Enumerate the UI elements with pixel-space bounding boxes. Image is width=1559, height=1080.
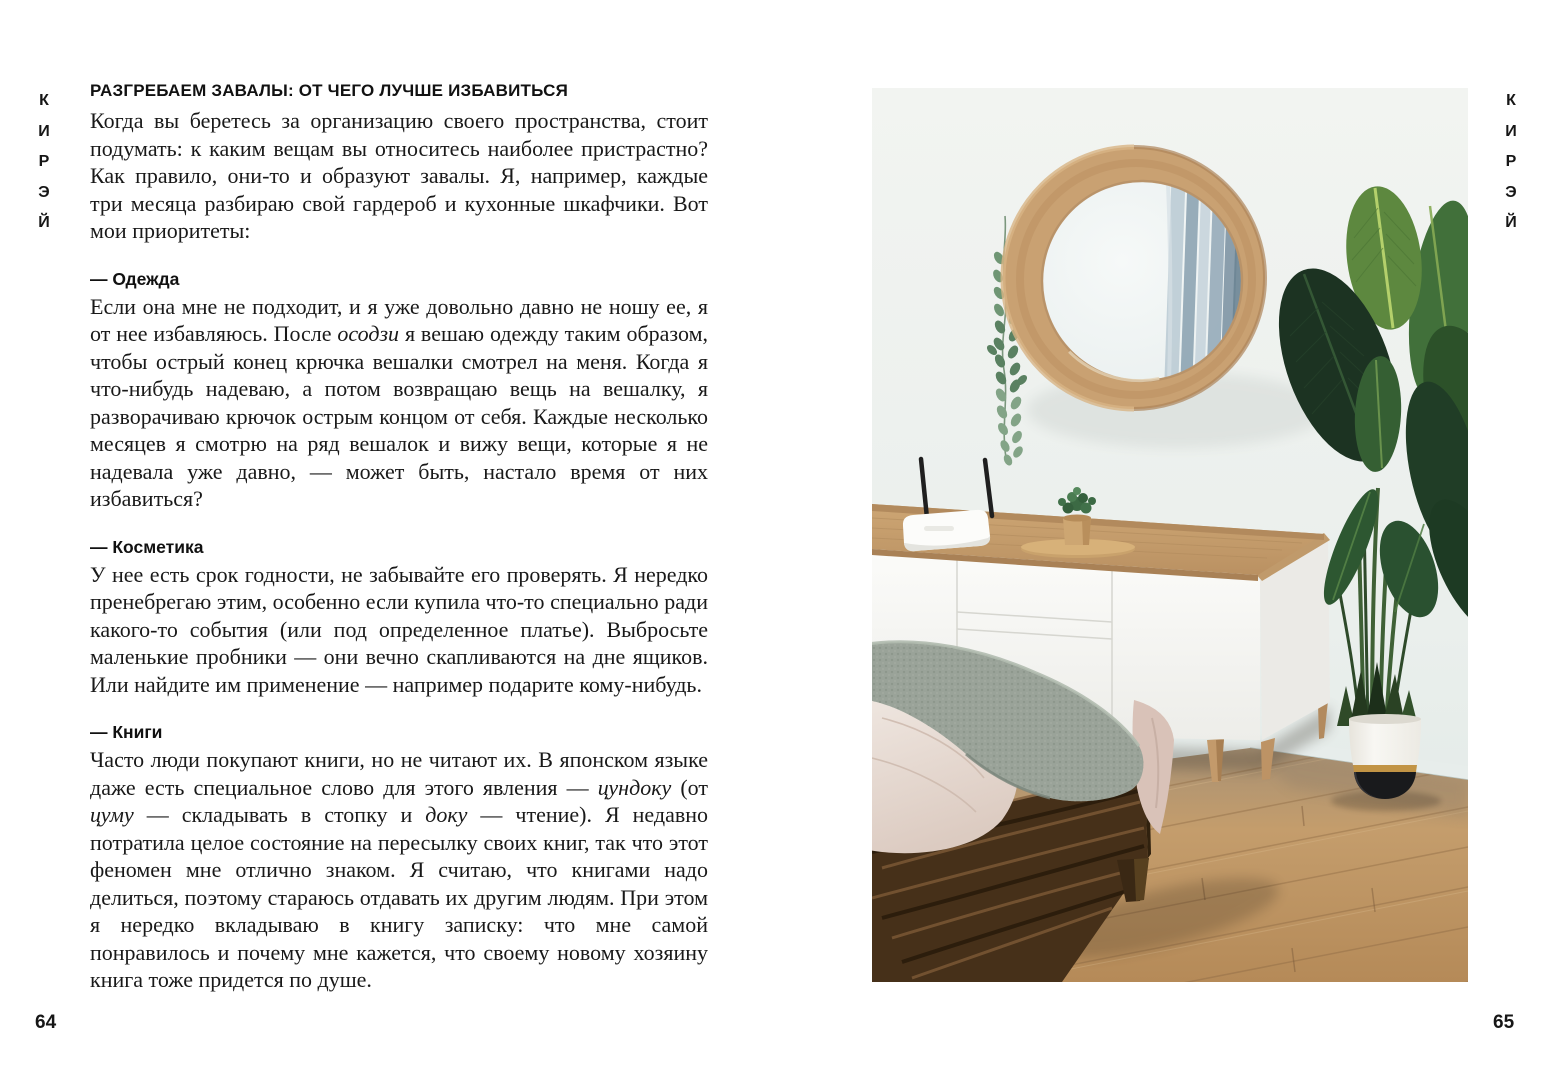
plant-pot-white [1349, 719, 1421, 765]
margin-letter: Й [1505, 214, 1517, 231]
section-paragraph: Часто люди покупают книги, но не читают их. В японском языке даже есть специальное слово для этого явления — цундоку (от цуму — складывать в стопку и доку — чтение). Я недавно потратила целое состояние на пересылку своих книг, так что этот феномен мне отлично знаком. Я считаю, что книгами надо делиться, поэтому стараюсь отдавать их другим людям. При этом я нередко вкладываю в книгу записку: что мне самой понравилось и почему мне кажется, что своему новому хозяину книга тоже придется по душе. [90, 747, 709, 992]
margin-letter: Й [38, 214, 50, 231]
section-books [90, 721, 708, 994]
section-cosmetics [90, 536, 708, 699]
margin-letter: И [1505, 122, 1517, 140]
margin-letter: К [1506, 92, 1516, 109]
margin-letter: Э [38, 183, 50, 201]
section-title: — Косметика [90, 536, 204, 557]
right-margin-vertical-title [1503, 86, 1519, 239]
chapter-heading: РАЗГРЕБАЕМ ЗАВАЛЫ: ОТ ЧЕГО ЛУЧШЕ ИЗБАВИТЬСЯ [90, 81, 569, 100]
left-margin-vertical-title [36, 86, 52, 239]
section-clothes [90, 268, 708, 513]
plant-pot-gold-band [1353, 765, 1417, 772]
round-mirror [1003, 147, 1265, 409]
page-number-right: 65 [1493, 1012, 1515, 1033]
section-title: — Книги [90, 722, 163, 742]
page-number-left: 64 [35, 1012, 57, 1033]
margin-letter: И [38, 122, 50, 140]
margin-letter: Р [38, 153, 50, 170]
interior-photo [872, 88, 1468, 982]
margin-letter: К [39, 92, 49, 109]
section-paragraph: Если она мне не подходит, и я уже довольно давно не ношу ее, я от нее избавляюсь. После осодзи я вешаю одежду таким образом, чтобы острый конец крючка вешалки смотрел на меня. Когда я что-нибудь надеваю, а потом возвращаю вещь на вешалку, я разворачиваю крючок острым концом от себя. Каждые несколько месяцев я смотрю на ряд вешалок и вижу вещи, которые я не надевала уже давно, — может быть, настало время от них избавиться? [90, 293, 708, 511]
section-title: — Одежда [90, 268, 180, 289]
margin-letter: Р [1505, 153, 1517, 170]
intro-paragraph: Когда вы беретесь за организацию своего пространства, стоит подумать: к каким вещам вы относитесь наиболее пристрастно? Как правило, они-то и образуют завалы. Я, например, каждые три месяца разбираю свой гардероб и кухонные шкафчики. Вот мои приоритеты: [90, 108, 708, 243]
section-paragraph: У нее есть срок годности, не забывайте его проверять. Я нередко пренебрегаю этим, особенно если купила что-то специально ради какого-то события (или под определенное платье). Выбросьте маленькие пробники — они вечно скапливаются на дне ящиков. Или найдите им применение — например подарите кому-нибудь. [90, 561, 708, 697]
margin-letter: Э [1505, 183, 1517, 201]
left-page-text [90, 80, 708, 994]
